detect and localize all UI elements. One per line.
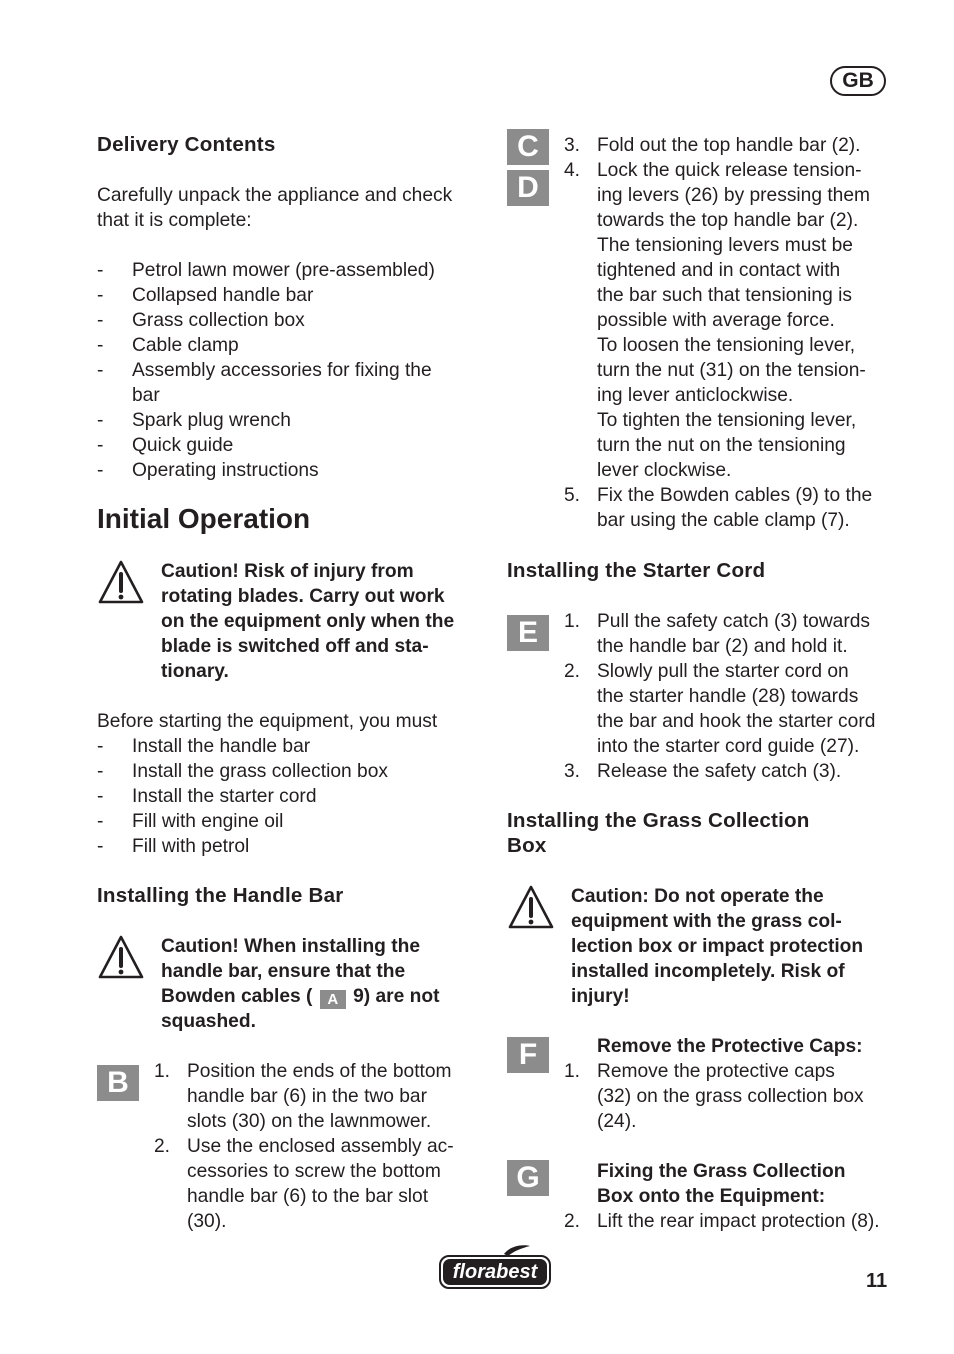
caution-line: installed incompletely. Risk of <box>571 961 845 982</box>
delivery-intro-line-1: Carefully unpack the appliance and check <box>97 185 453 206</box>
list-item: - Collapsed handle bar <box>97 285 314 306</box>
caution-bowden-cables <box>97 934 489 1034</box>
delivery-intro-line-2: that it is complete: <box>97 210 252 231</box>
list-item: - Cable clamp <box>97 335 239 356</box>
step-item: 2. Lift the rear impact protection (8). <box>564 1211 880 1232</box>
logo-text: florabest <box>452 1261 538 1283</box>
language-badge: GB <box>830 66 886 96</box>
delivery-contents-heading: Delivery Contents <box>97 133 276 156</box>
handle-bar-steps <box>97 1059 489 1234</box>
list-item: - Petrol lawn mower (pre-assembled) <box>97 260 435 281</box>
figure-label-g: G <box>507 1160 549 1196</box>
starter-cord-steps <box>507 609 897 784</box>
step-item: 1. Remove the protective caps (32) on the grass collection box (24). <box>564 1061 864 1132</box>
step-item: 3. Fold out the top handle bar (2). <box>564 135 861 156</box>
warning-icon <box>97 934 145 980</box>
caution-grass-collection <box>507 884 897 1009</box>
figure-label-f: F <box>507 1037 549 1073</box>
figure-label-b: B <box>97 1065 139 1101</box>
caution-rotating-blades <box>97 559 489 684</box>
fixing-box-heading-line-2: Box onto the Equipment: <box>597 1186 826 1207</box>
fixing-box-section <box>507 1159 897 1234</box>
step-item: 5. Fix the Bowden cables (9) to the bar using the cable clamp (7). <box>564 485 873 531</box>
list-item: - Spark plug wrench <box>97 410 291 431</box>
caution-line: tionary. <box>161 661 229 682</box>
list-item: - Grass collection box <box>97 310 305 331</box>
caution-line: handle bar, ensure that the <box>161 961 406 982</box>
step-item: 1. Pull the safety catch (3) towards the handle bar (2) and hold it. <box>564 611 871 657</box>
list-item: - Assembly accessories for fixing the <box>97 360 432 381</box>
list-item: - Install the handle bar <box>97 736 311 757</box>
step-item: 4. Lock the quick release tension- ing levers (26) by pressing them towards the top handle bar (2). The tensioning levers must be tightened and in contact with the bar such that tensioning is possible with average force. To loosen the tensioning lever, turn the nut (31) on the tension- ing lever anticlockwise. To tighten the tensioning lever, turn the nut on the tensioning lever clockwise. <box>564 160 871 481</box>
caution-line: on the equipment only when the <box>161 611 455 632</box>
delivery-list <box>97 258 489 483</box>
left-column <box>97 132 489 483</box>
list-item-continuation: bar <box>132 385 160 406</box>
installing-starter-cord-heading: Installing the Starter Cord <box>507 559 766 582</box>
step-item: 3. Release the safety catch (3). <box>564 761 842 782</box>
caution-line: Bowden cables ( A 9) are not <box>161 986 440 1008</box>
page-number: 11 <box>866 1270 888 1292</box>
remove-caps-section <box>507 1034 897 1134</box>
figure-label-e: E <box>507 615 549 651</box>
warning-icon <box>507 884 555 930</box>
caution-line: squashed. <box>161 1011 256 1032</box>
caution-line: Caution: Do not operate the <box>571 886 824 907</box>
list-item: - Fill with petrol <box>97 836 250 857</box>
remove-caps-heading: Remove the Protective Caps: <box>597 1036 863 1057</box>
handle-bar-steps-continued <box>507 133 897 533</box>
warning-icon <box>97 559 145 605</box>
step-item: 2. Slowly pull the starter cord on the starter handle (28) towards the bar and hook the starter cord into the starter cord guide (27). <box>564 661 876 757</box>
figure-label-c: C <box>507 129 549 165</box>
list-item: - Install the grass collection box <box>97 761 388 782</box>
figure-ref-badge: A <box>320 990 346 1009</box>
caution-line: blade is switched off and sta- <box>161 636 429 657</box>
installing-handle-bar-heading: Installing the Handle Bar <box>97 884 344 907</box>
list-item: - Operating instructions <box>97 460 319 481</box>
list-item: - Fill with engine oil <box>97 811 284 832</box>
before-starting-section <box>97 709 489 859</box>
caution-line: lection box or impact protection <box>571 936 864 957</box>
list-item: - Quick guide <box>97 435 234 456</box>
initial-operation-heading: Initial Operation <box>97 503 311 534</box>
caution-line: rotating blades. Carry out work <box>161 586 445 607</box>
installing-grass-collection-heading: Installing the Grass Collection Box <box>507 809 810 857</box>
step-item: 1. Position the ends of the bottom handle bar (6) in the two bar slots (30) on the lawnmower. <box>154 1061 452 1132</box>
step-item: 2. Use the enclosed assembly ac- cessories to screw the bottom handle bar (6) to the bar slot (30). <box>154 1136 454 1232</box>
before-starting-text: Before starting the equipment, you must <box>97 711 438 732</box>
figure-label-d: D <box>507 170 549 206</box>
caution-line: Caution! When installing the <box>161 936 421 957</box>
florabest-logo <box>438 1244 552 1295</box>
fixing-box-heading-line-1: Fixing the Grass Collection <box>597 1161 846 1182</box>
caution-line: Caution! Risk of injury from <box>161 561 414 582</box>
list-item: - Install the starter cord <box>97 786 317 807</box>
caution-line: injury! <box>571 986 630 1007</box>
caution-line: equipment with the grass col- <box>571 911 842 932</box>
